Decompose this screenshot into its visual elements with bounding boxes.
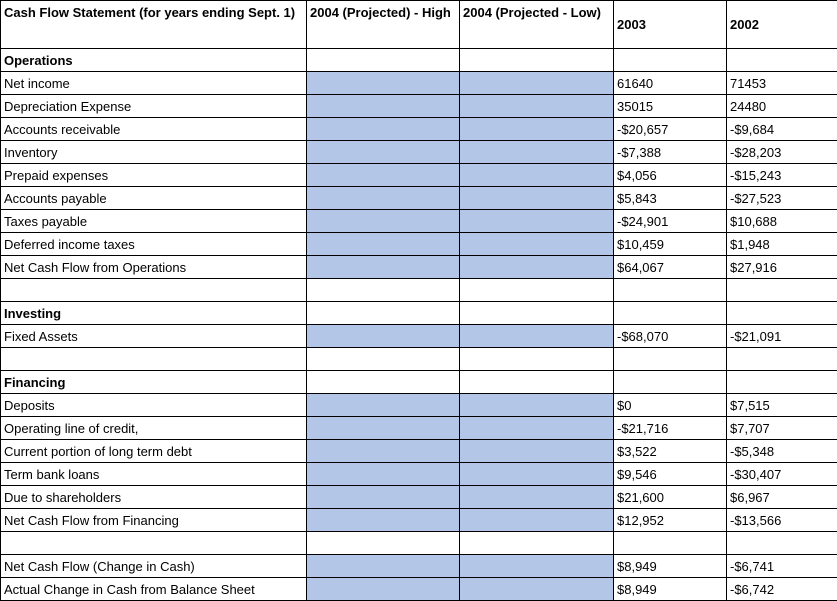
value-2003: $10,459 [614, 233, 727, 256]
row-label: Fixed Assets [1, 325, 307, 348]
table-row [1, 578, 837, 601]
section-row [1, 302, 837, 325]
row-label: Deferred income taxes [1, 233, 307, 256]
row-label: Due to shareholders [1, 486, 307, 509]
input-cell-2004-high[interactable] [307, 509, 460, 532]
value-2002: $1,948 [727, 233, 837, 256]
table-row [1, 233, 837, 256]
value-2002: -$6,741 [727, 555, 837, 578]
input-cell-2004-low[interactable] [460, 578, 614, 601]
header-2004-low: 2004 (Projected - Low) [460, 1, 614, 49]
input-cell-2004-high[interactable] [307, 72, 460, 95]
input-cell-2004-low[interactable] [460, 72, 614, 95]
table-row [1, 509, 837, 532]
table-row [1, 417, 837, 440]
section-investing: Investing [1, 302, 307, 325]
table-row [1, 256, 837, 279]
table-row [1, 72, 837, 95]
value-2002: $7,707 [727, 417, 837, 440]
row-label: Actual Change in Cash from Balance Sheet [1, 578, 307, 601]
input-cell-2004-high[interactable] [307, 417, 460, 440]
table-row [1, 325, 837, 348]
table-row [1, 486, 837, 509]
input-cell-2004-high[interactable] [307, 555, 460, 578]
row-label: Depreciation Expense [1, 95, 307, 118]
input-cell-2004-high[interactable] [307, 118, 460, 141]
value-2003: -$68,070 [614, 325, 727, 348]
input-cell-2004-low[interactable] [460, 118, 614, 141]
value-2002: -$28,203 [727, 141, 837, 164]
row-label: Accounts payable [1, 187, 307, 210]
input-cell-2004-low[interactable] [460, 417, 614, 440]
table-row [1, 95, 837, 118]
value-2003: $9,546 [614, 463, 727, 486]
input-cell-2004-low[interactable] [460, 187, 614, 210]
table-row [1, 210, 837, 233]
value-2003: $8,949 [614, 578, 727, 601]
input-cell-2004-low[interactable] [460, 325, 614, 348]
input-cell-2004-high[interactable] [307, 486, 460, 509]
value-2002: -$5,348 [727, 440, 837, 463]
value-2003: -$20,657 [614, 118, 727, 141]
input-cell-2004-low[interactable] [460, 95, 614, 118]
input-cell-2004-high[interactable] [307, 394, 460, 417]
value-2003: $21,600 [614, 486, 727, 509]
value-2002: -$15,243 [727, 164, 837, 187]
value-2003: $12,952 [614, 509, 727, 532]
value-2003: -$24,901 [614, 210, 727, 233]
input-cell-2004-high[interactable] [307, 187, 460, 210]
header-2004-high: 2004 (Projected) - High [307, 1, 460, 49]
value-2002: -$30,407 [727, 463, 837, 486]
value-2002: $10,688 [727, 210, 837, 233]
section-operations: Operations [1, 49, 307, 72]
value-2002: $27,916 [727, 256, 837, 279]
value-2002: $7,515 [727, 394, 837, 417]
value-2003: $3,522 [614, 440, 727, 463]
spacer-row [1, 348, 837, 371]
row-label: Deposits [1, 394, 307, 417]
input-cell-2004-low[interactable] [460, 394, 614, 417]
input-cell-2004-low[interactable] [460, 164, 614, 187]
row-label: Inventory [1, 141, 307, 164]
input-cell-2004-low[interactable] [460, 233, 614, 256]
value-2002: -$9,684 [727, 118, 837, 141]
input-cell-2004-high[interactable] [307, 164, 460, 187]
section-financing: Financing [1, 371, 307, 394]
header-statement: Cash Flow Statement (for years ending Sept. 1) [1, 1, 307, 49]
input-cell-2004-high[interactable] [307, 463, 460, 486]
input-cell-2004-high[interactable] [307, 210, 460, 233]
table-row [1, 164, 837, 187]
value-2002: -$13,566 [727, 509, 837, 532]
value-2002: $6,967 [727, 486, 837, 509]
input-cell-2004-low[interactable] [460, 509, 614, 532]
spacer-row [1, 532, 837, 555]
table-row [1, 463, 837, 486]
row-label: Net income [1, 72, 307, 95]
table-row [1, 394, 837, 417]
table-row [1, 440, 837, 463]
row-label: Operating line of credit, [1, 417, 307, 440]
row-label: Current portion of long term debt [1, 440, 307, 463]
input-cell-2004-low[interactable] [460, 440, 614, 463]
value-2003: 35015 [614, 95, 727, 118]
value-2002: -$21,091 [727, 325, 837, 348]
table-row [1, 187, 837, 210]
row-label: Taxes payable [1, 210, 307, 233]
spacer-row [1, 279, 837, 302]
table-row [1, 118, 837, 141]
value-2002: 71453 [727, 72, 837, 95]
table-row [1, 141, 837, 164]
input-cell-2004-high[interactable] [307, 141, 460, 164]
input-cell-2004-low[interactable] [460, 256, 614, 279]
header-2003: 2003 [614, 1, 727, 49]
value-2003: -$7,388 [614, 141, 727, 164]
value-2003: $64,067 [614, 256, 727, 279]
section-row [1, 49, 837, 72]
input-cell-2004-low[interactable] [460, 555, 614, 578]
table-row [1, 555, 837, 578]
input-cell-2004-low[interactable] [460, 210, 614, 233]
row-label: Net Cash Flow from Financing [1, 509, 307, 532]
header-2002: 2002 [727, 1, 837, 49]
input-cell-2004-high[interactable] [307, 95, 460, 118]
value-2003: 61640 [614, 72, 727, 95]
row-label: Prepaid expenses [1, 164, 307, 187]
section-row [1, 371, 837, 394]
row-label: Term bank loans [1, 463, 307, 486]
input-cell-2004-high[interactable] [307, 325, 460, 348]
row-label: Net Cash Flow from Operations [1, 256, 307, 279]
input-cell-2004-high[interactable] [307, 233, 460, 256]
value-2003: -$21,716 [614, 417, 727, 440]
value-2002: -$27,523 [727, 187, 837, 210]
input-cell-2004-low[interactable] [460, 463, 614, 486]
input-cell-2004-low[interactable] [460, 486, 614, 509]
value-2002: 24480 [727, 95, 837, 118]
value-2003: $8,949 [614, 555, 727, 578]
row-label: Accounts receivable [1, 118, 307, 141]
value-2003: $4,056 [614, 164, 727, 187]
input-cell-2004-high[interactable] [307, 256, 460, 279]
input-cell-2004-low[interactable] [460, 141, 614, 164]
value-2002: -$6,742 [727, 578, 837, 601]
input-cell-2004-high[interactable] [307, 440, 460, 463]
value-2003: $0 [614, 394, 727, 417]
value-2003: $5,843 [614, 187, 727, 210]
row-label: Net Cash Flow (Change in Cash) [1, 555, 307, 578]
input-cell-2004-high[interactable] [307, 578, 460, 601]
header-row [1, 1, 837, 49]
